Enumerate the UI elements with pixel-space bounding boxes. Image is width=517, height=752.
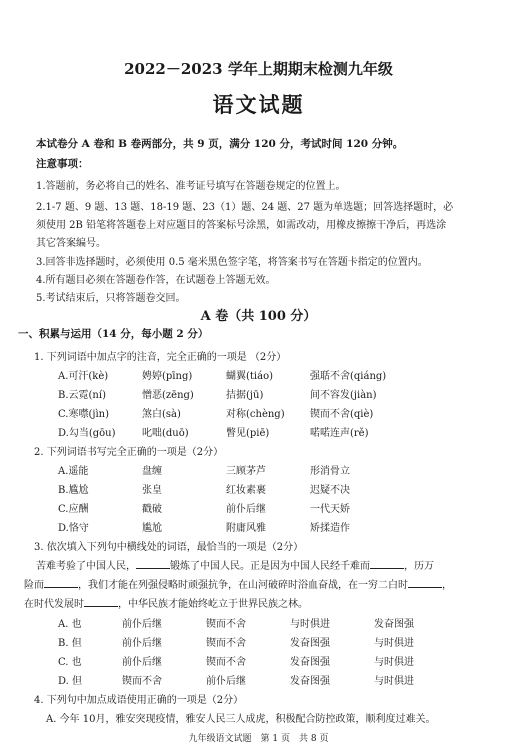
passage-text: 险而 bbox=[24, 580, 44, 591]
question-4-stem: 4. 下列句中加点成语使用正确的一项是（2分） bbox=[34, 695, 244, 706]
option-cell: 与时俱进 bbox=[374, 638, 414, 649]
option-cell: 锲而不舍(qiè) bbox=[310, 409, 374, 420]
question-3-stem: 3. 依次填入下列句中横线处的词语，最恰当的一项是（2分） bbox=[34, 542, 304, 553]
option-cell: C.应酬 bbox=[58, 504, 89, 515]
question-3-passage-line bbox=[36, 557, 434, 572]
option-cell: 附庸风雅 bbox=[226, 523, 266, 534]
option-cell: 前仆后继 bbox=[122, 657, 162, 668]
option-cell: A.可汗(kè) bbox=[58, 371, 109, 382]
note-line: 2.1-7 题、9 题、13 题、18-19 题、23（1）题、24 题、27 题为单选题；回答选择题时，必 bbox=[36, 202, 454, 213]
option-cell: C. 也 bbox=[58, 657, 82, 668]
option-cell: D.恪守 bbox=[58, 523, 89, 534]
note-line: 3.回答非选择题时，必须使用 0.5 毫米黑色签字笔，将答案书写在答题卡指定的位置内。 bbox=[36, 257, 428, 268]
option-cell: 盘缠 bbox=[142, 466, 162, 477]
question-2-stem: 2. 下列词语书写完全正确的一项是（2分） bbox=[34, 447, 224, 458]
fill-blank bbox=[84, 596, 118, 607]
question-4-option-a: A. 今年 10月，雅安突现疫情，雅安人民三人成虎，积极配合防控政策，顺利度过难关。 bbox=[46, 714, 436, 725]
option-cell: 锲而不舍 bbox=[206, 619, 246, 630]
question-3-passage-line bbox=[24, 595, 308, 610]
option-cell: 迟疑不决 bbox=[310, 485, 350, 496]
option-cell: 间不容发(jiàn) bbox=[310, 390, 377, 401]
question-3-passage-line bbox=[24, 576, 452, 591]
option-cell: 与时俱进 bbox=[374, 676, 414, 687]
option-cell: B.尴尬 bbox=[58, 485, 89, 496]
note-line: 须使用 2B 铅笔将答题卷上对应题目的答案标号涂黑，如需改动，用橡皮擦擦干净后，再选涂 bbox=[36, 220, 447, 231]
option-cell: 瞥见(piē) bbox=[226, 428, 270, 439]
question-1-stem: 1. 下列词语中加点字的注音，完全正确的一项是 （2分） bbox=[34, 352, 287, 363]
option-cell: 喏喏连声(rě) bbox=[310, 428, 369, 439]
option-cell: D.勾当(gōu) bbox=[58, 428, 116, 439]
exam-intro: 本试卷分 A 卷和 B 卷两部分，共 9 页，满分 120 分，考试时间 120 分钟。 bbox=[36, 138, 404, 150]
option-cell: 发奋图强 bbox=[374, 619, 414, 630]
option-cell: 强聒不舍(qiáng) bbox=[310, 371, 387, 382]
option-cell: 拮据(jū) bbox=[226, 390, 264, 401]
exam-title: 2022－2023 学年上期期末检测九年级 bbox=[124, 60, 393, 78]
option-cell: 前仆后继 bbox=[122, 638, 162, 649]
option-cell: 尴尬 bbox=[142, 523, 162, 534]
option-cell: 与时俱进 bbox=[290, 619, 330, 630]
fill-blank bbox=[370, 558, 404, 569]
fill-blank bbox=[44, 577, 78, 588]
passage-text: ， bbox=[442, 580, 452, 591]
passage-text: 苦难考验了中国人民， bbox=[36, 561, 136, 572]
option-cell: 三顾茅芦 bbox=[226, 466, 266, 477]
option-cell: 前仆后继 bbox=[122, 619, 162, 630]
notes-heading: 注意事项： bbox=[36, 158, 89, 170]
passage-text: ，中华民族才能始终屹立于世界民族之林。 bbox=[118, 599, 308, 610]
option-cell: 发奋图强 bbox=[290, 638, 330, 649]
option-cell: 红妆素裹 bbox=[226, 485, 266, 496]
option-cell: 前仆后继 bbox=[206, 676, 246, 687]
option-cell: 发奋图强 bbox=[290, 657, 330, 668]
page-footer: 九年级语文试题 第 1 页 共 8 页 bbox=[188, 734, 329, 744]
option-cell: 娉婷(pīng) bbox=[142, 371, 193, 382]
option-cell: D. 但 bbox=[58, 676, 83, 687]
note-line: 5.考试结束后，只将答题卷交回。 bbox=[36, 293, 186, 304]
option-cell: 煞白(sà) bbox=[142, 409, 181, 420]
option-cell: 对称(chèng) bbox=[226, 409, 285, 420]
option-cell: 张皇 bbox=[142, 485, 162, 496]
option-cell: 矫揉造作 bbox=[310, 523, 350, 534]
passage-text: ，我们才能在列强侵略时顽强抗争，在山河破碎时浴血奋战，在一穷二白时 bbox=[78, 580, 408, 591]
option-cell: A.遥能 bbox=[58, 466, 89, 477]
option-cell: 戳破 bbox=[142, 504, 162, 515]
section-a-heading: A 卷（共 100 分） bbox=[200, 309, 317, 324]
option-cell: 发奋图强 bbox=[290, 676, 330, 687]
option-cell: 锲而不舍 bbox=[206, 638, 246, 649]
note-line: 其它答案编号。 bbox=[36, 238, 106, 249]
note-line: 1.答题前，务必将自己的姓名、准考证号填写在答题卷规定的位置上。 bbox=[36, 181, 346, 192]
part-one-heading: 一、积累与运用（14 分，每小题 2 分） bbox=[18, 328, 209, 340]
option-cell: 蝴翼(tiáo) bbox=[226, 371, 274, 382]
option-cell: 一代天娇 bbox=[310, 504, 350, 515]
option-cell: C.寒噤(jìn) bbox=[58, 409, 110, 420]
option-cell: 锲而不舍 bbox=[206, 657, 246, 668]
option-cell: B. 但 bbox=[58, 638, 82, 649]
option-cell: 锲而不舍 bbox=[122, 676, 162, 687]
option-cell: 与时俱进 bbox=[374, 657, 414, 668]
exam-subject: 语文试题 bbox=[212, 92, 305, 117]
fill-blank bbox=[136, 558, 170, 569]
option-cell: 憎恶(zēng) bbox=[142, 390, 194, 401]
option-cell: 形消骨立 bbox=[310, 466, 350, 477]
option-cell: B.云霓(ní) bbox=[58, 390, 106, 401]
option-cell: 前仆后继 bbox=[226, 504, 266, 515]
passage-text: 锻炼了中国人民。正是因为中国人民经千难而 bbox=[170, 561, 370, 572]
passage-text: ，历万 bbox=[404, 561, 434, 572]
option-cell: 叱咄(duō) bbox=[142, 428, 189, 439]
passage-text: 在时代发展时 bbox=[24, 599, 84, 610]
fill-blank bbox=[408, 577, 442, 588]
option-cell: A. 也 bbox=[58, 619, 82, 630]
note-line: 4.所有题目必须在答题卷作答，在试题卷上答题无效。 bbox=[36, 275, 276, 286]
